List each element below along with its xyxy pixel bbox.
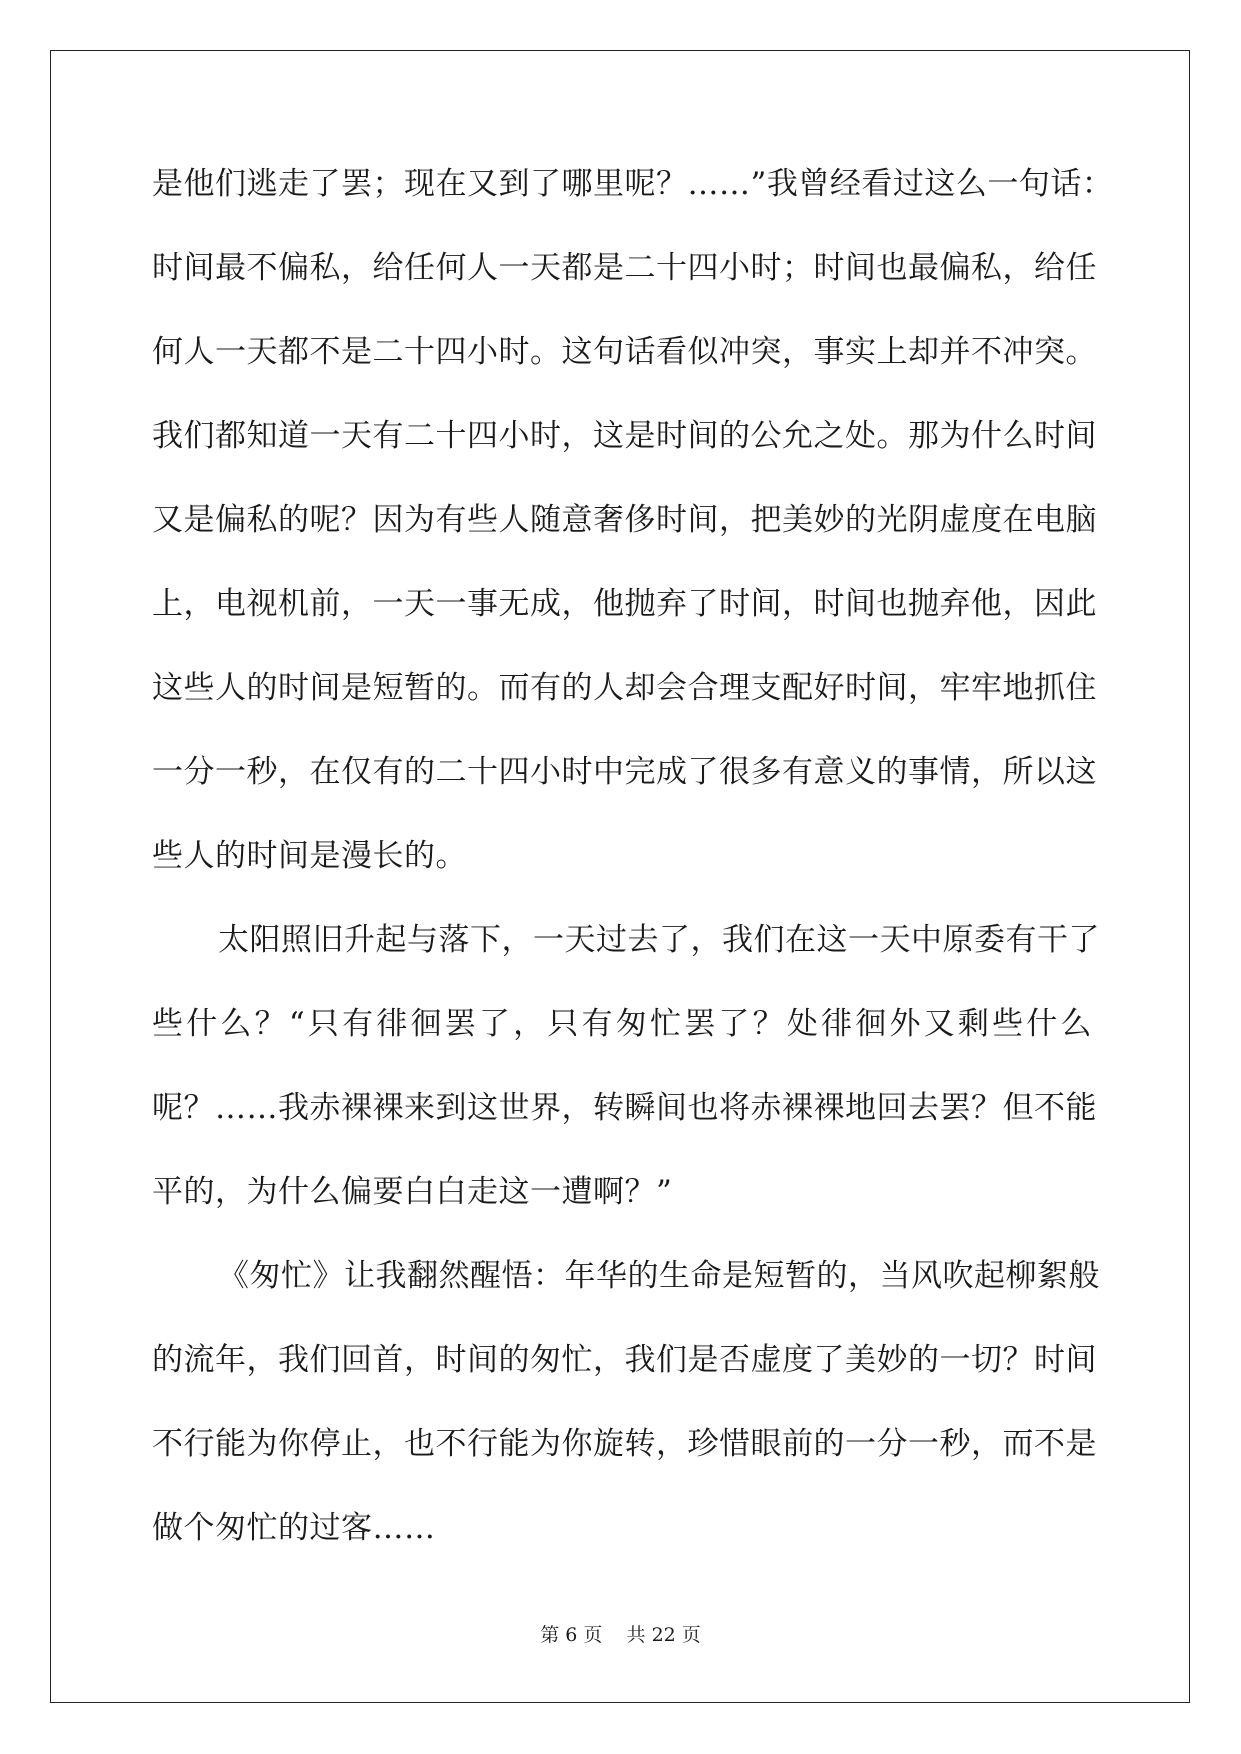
- text-line: 何人一天都不是二十四小时。这句话看似冲突，事实上却并不冲突。: [152, 334, 1097, 370]
- text-line: 我们都知道一天有二十四小时，这是时间的公允之处。那为什么时间: [152, 418, 1097, 454]
- text-line: 呢？……我赤裸裸来到这世界，转瞬间也将赤裸裸地回去罢？但不能: [152, 1090, 1097, 1126]
- text-line: 平的，为什么偏要白白走这一遭啊？”: [152, 1174, 673, 1210]
- text-line: 些什么？“只有徘徊罢了，只有匆忙罢了？处徘徊外又剩些什么: [152, 1006, 1092, 1042]
- text-line: 是他们逃走了罢；现在又到了哪里呢？……”我曾经看过这么一句话：: [152, 166, 1114, 202]
- text-line: 《匆忙》让我翻然醒悟：年华的生命是短暂的，当风吹起柳絮般: [218, 1258, 1100, 1294]
- text-line: 不行能为你停止，也不行能为你旋转，珍惜眼前的一分一秒，而不是: [152, 1426, 1097, 1462]
- text-line: 的流年，我们回首，时间的匆忙，我们是否虚度了美妙的一切？时间: [152, 1342, 1097, 1378]
- text-line: 时间最不偏私，给任何人一天都是二十四小时；时间也最偏私，给任: [152, 250, 1097, 286]
- text-line: 太阳照旧升起与落下，一天过去了，我们在这一天中原委有干了: [218, 922, 1100, 958]
- text-line: 一分一秒，在仅有的二十四小时中完成了很多有意义的事情，所以这: [152, 754, 1097, 790]
- text-line: 做个匆忙的过客……: [152, 1510, 436, 1546]
- text-line: 这些人的时间是短暂的。而有的人却会合理支配好时间，牢牢地抓住: [152, 670, 1097, 706]
- page-number-footer: [0, 1620, 1241, 1647]
- text-line: 上，电视机前，一天一事无成，他抛弃了时间，时间也抛弃他，因此: [152, 586, 1097, 622]
- document-body: [152, 164, 1114, 1592]
- text-line: 又是偏私的呢？因为有些人随意奢侈时间，把美妙的光阴虚度在电脑: [152, 502, 1097, 538]
- text-line: 些人的时间是漫长的。: [152, 838, 467, 874]
- page-number-label: 第 6 页 共 22 页: [540, 1624, 701, 1646]
